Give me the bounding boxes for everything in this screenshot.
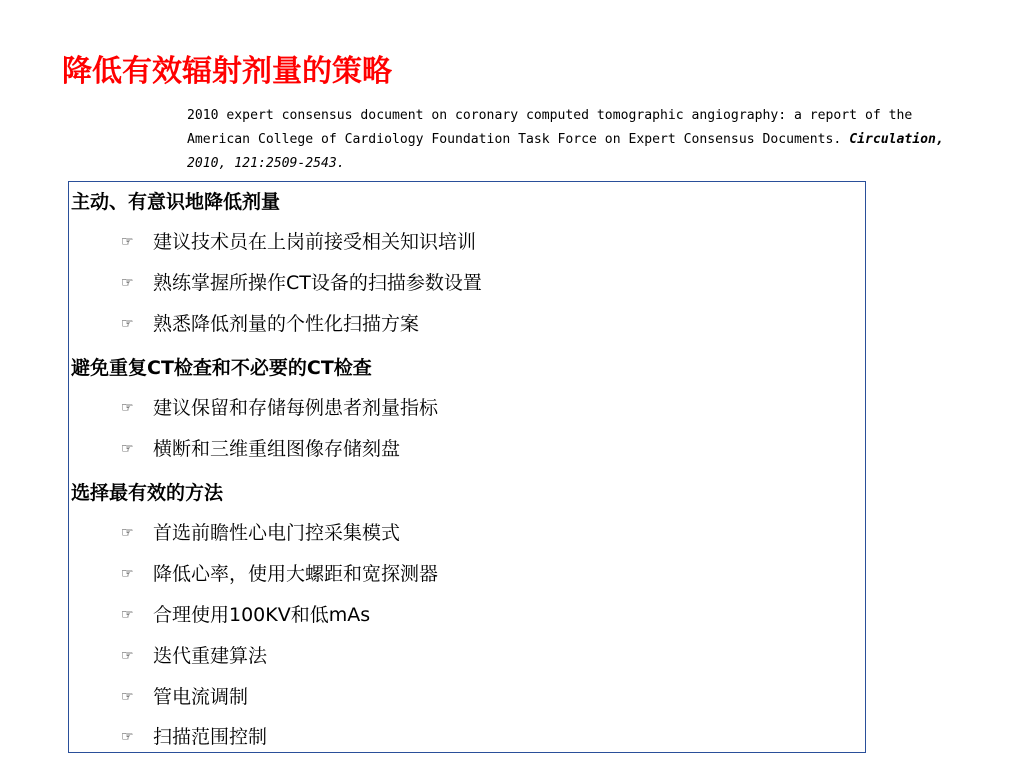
section-heading-2: 避免重复CT检查和不必要的CT检查 xyxy=(71,357,372,379)
list-item-text: 熟练掌握所操作CT设备的扫描参数设置 xyxy=(153,272,482,294)
content-box xyxy=(68,181,866,753)
list-item xyxy=(121,519,400,547)
list-item xyxy=(121,723,267,751)
reference-line-2 xyxy=(187,128,1017,152)
list-item-text: 横断和三维重组图像存储刻盘 xyxy=(153,438,401,460)
list-item xyxy=(121,269,482,297)
reference-line-3: 2010, 121:2509-2543. xyxy=(187,156,345,171)
reference-citation xyxy=(187,104,1017,176)
pointing-hand-icon: ☞ xyxy=(121,275,134,291)
list-item-text: 管电流调制 xyxy=(153,686,249,708)
pointing-hand-icon: ☞ xyxy=(121,607,134,623)
section-heading-1: 主动、有意识地降低剂量 xyxy=(71,191,281,213)
list-item-text: 合理使用100KV和低mAs xyxy=(153,604,371,626)
list-item-text: 降低心率，使用大螺距和宽探测器 xyxy=(153,563,439,585)
section-heading-3: 选择最有效的方法 xyxy=(71,482,224,504)
list-item-text: 建议保留和存储每例患者剂量指标 xyxy=(153,397,439,419)
list-item xyxy=(121,435,400,463)
list-item xyxy=(121,560,438,588)
list-item-text: 建议技术员在上岗前接受相关知识培训 xyxy=(153,231,477,253)
pointing-hand-icon: ☞ xyxy=(121,689,134,705)
list-item-text: 首选前瞻性心电门控采集模式 xyxy=(153,522,401,544)
list-item-text: 扫描范围控制 xyxy=(153,726,268,748)
list-item xyxy=(121,394,438,422)
reference-line-1: 2010 expert consensus document on coronary computed tomographic angiography: a report of the xyxy=(187,108,913,123)
reference-journal: Circulation, xyxy=(849,132,944,147)
pointing-hand-icon: ☞ xyxy=(121,234,134,250)
list-item-text: 迭代重建算法 xyxy=(153,645,268,667)
pointing-hand-icon: ☞ xyxy=(121,729,134,745)
pointing-hand-icon: ☞ xyxy=(121,441,134,457)
pointing-hand-icon: ☞ xyxy=(121,316,134,332)
list-item xyxy=(121,683,248,711)
list-item xyxy=(121,228,476,256)
pointing-hand-icon: ☞ xyxy=(121,400,134,416)
pointing-hand-icon: ☞ xyxy=(121,566,134,582)
slide-title: 降低有效辐射剂量的策略 xyxy=(62,54,392,89)
list-item xyxy=(121,310,419,338)
reference-line-2-text: American College of Cardiology Foundation Task Force on Expert Consensus Documents. xyxy=(187,132,850,147)
pointing-hand-icon: ☞ xyxy=(121,648,134,664)
list-item-text: 熟悉降低剂量的个性化扫描方案 xyxy=(153,313,420,335)
pointing-hand-icon: ☞ xyxy=(121,525,134,541)
list-item xyxy=(121,642,267,670)
list-item xyxy=(121,601,370,629)
